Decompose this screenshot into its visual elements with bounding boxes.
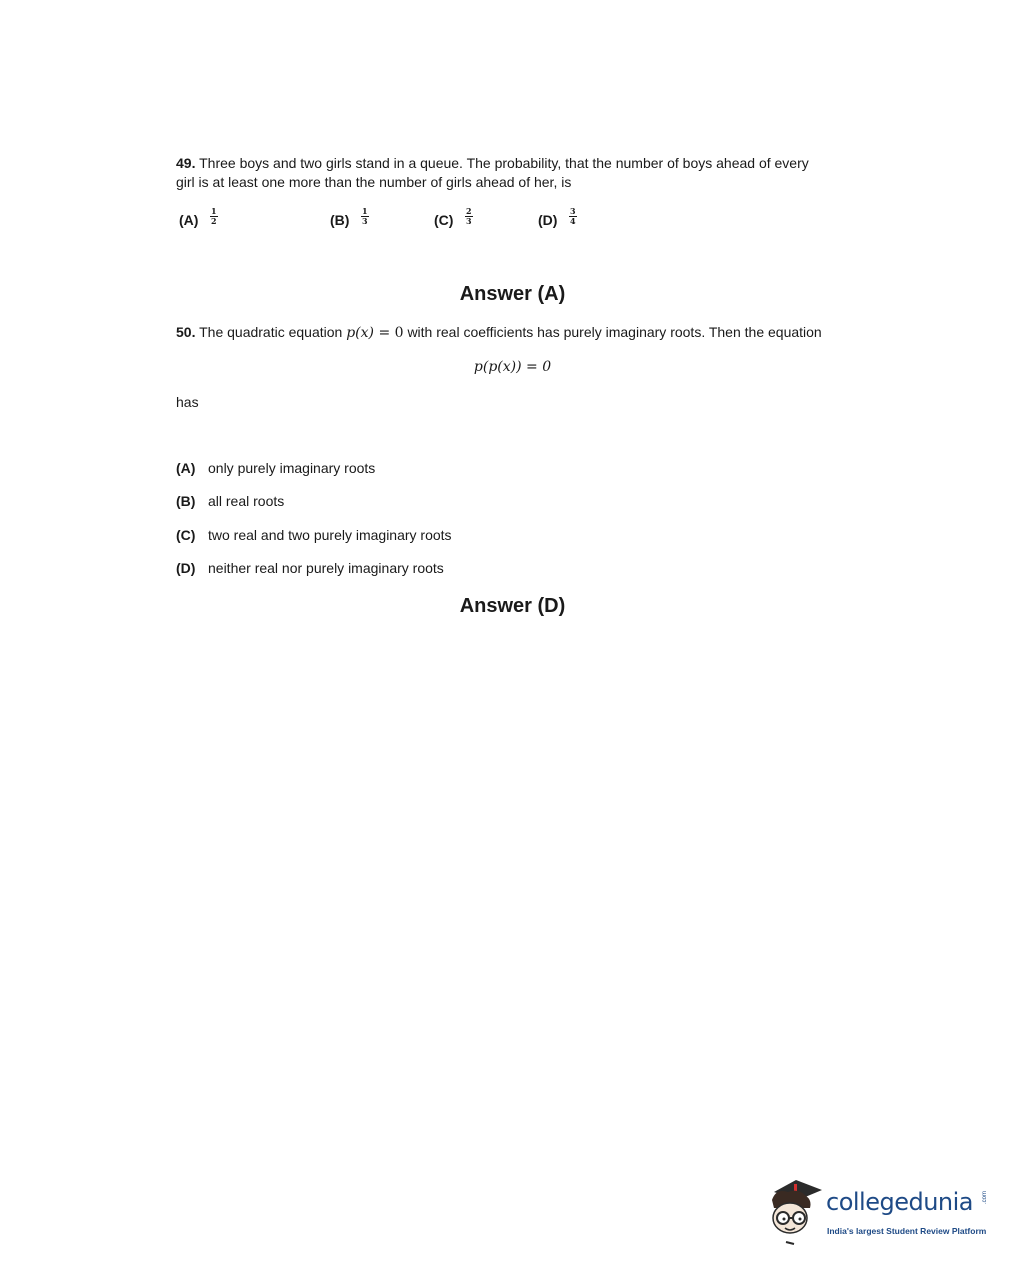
q49-option-b-fraction — [361, 207, 369, 226]
q49-text-line2: girl is at least one more than the number of girls ahead of her, is — [176, 174, 572, 190]
q49-option-c-fraction — [465, 207, 473, 226]
q50-option-a — [176, 460, 375, 476]
option-label: (C) — [176, 527, 196, 543]
q49-number: 49. — [176, 155, 196, 171]
q49-stem-line1: Three boys and two girls stand in a queue. The probability, that the number of boys ahead of every — [199, 155, 809, 171]
mascot-icon — [768, 1178, 826, 1248]
q50-option-c — [176, 527, 452, 543]
logo-tagline: India's largest Student Review Platform — [827, 1226, 987, 1236]
option-text: only purely imaginary roots — [208, 460, 376, 476]
q49-option-d-label: (D) — [538, 212, 558, 228]
q50-stem-before: The quadratic equation — [199, 324, 343, 340]
option-label: (D) — [176, 560, 196, 576]
q50-option-d — [176, 560, 444, 576]
q50-inline-math-rest: = 0 — [374, 325, 404, 341]
fraction-numerator: 1 — [211, 206, 217, 216]
display-equation-text: p(p(x)) = 0 — [473, 359, 552, 375]
fraction-numerator: 1 — [362, 206, 368, 216]
option-text: two real and two purely imaginary roots — [208, 527, 452, 543]
option-label: (A) — [176, 460, 196, 476]
option-text: all real roots — [208, 493, 285, 509]
fraction-denominator: 3 — [466, 216, 472, 226]
q50-answer: Answer (D) — [459, 595, 566, 617]
q50-text — [176, 323, 822, 343]
collegedunia-logo — [768, 1178, 998, 1248]
q49-option-a-label: (A) — [179, 212, 199, 228]
fraction-numerator: 2 — [466, 206, 472, 216]
q50-option-b — [176, 493, 284, 509]
q49-text-line1 — [176, 154, 809, 173]
fraction-denominator: 3 — [362, 216, 368, 226]
q50-number: 50. — [176, 324, 196, 340]
q50-display-equation — [0, 358, 1025, 375]
q49-option-b-label: (B) — [330, 212, 350, 228]
fraction-numerator: 3 — [570, 206, 576, 216]
option-text: neither real nor purely imaginary roots — [208, 560, 444, 576]
logo-wordmark: collegedunia — [826, 1188, 974, 1216]
fraction-denominator: 4 — [570, 216, 576, 226]
fraction-denominator: 2 — [211, 216, 217, 226]
q50-stem-after: with real coefficients has purely imaginary roots. Then the equation — [407, 324, 822, 340]
q50-inline-math: p(x) — [346, 325, 374, 341]
option-label: (B) — [176, 493, 196, 509]
q49-option-c-label: (C) — [434, 212, 454, 228]
q49-option-d-fraction — [569, 207, 577, 226]
q49-option-a-fraction — [210, 207, 218, 226]
q50-has: has — [176, 394, 199, 410]
logo-suffix: .com — [982, 1190, 988, 1204]
q49-answer: Answer (A) — [459, 283, 566, 305]
